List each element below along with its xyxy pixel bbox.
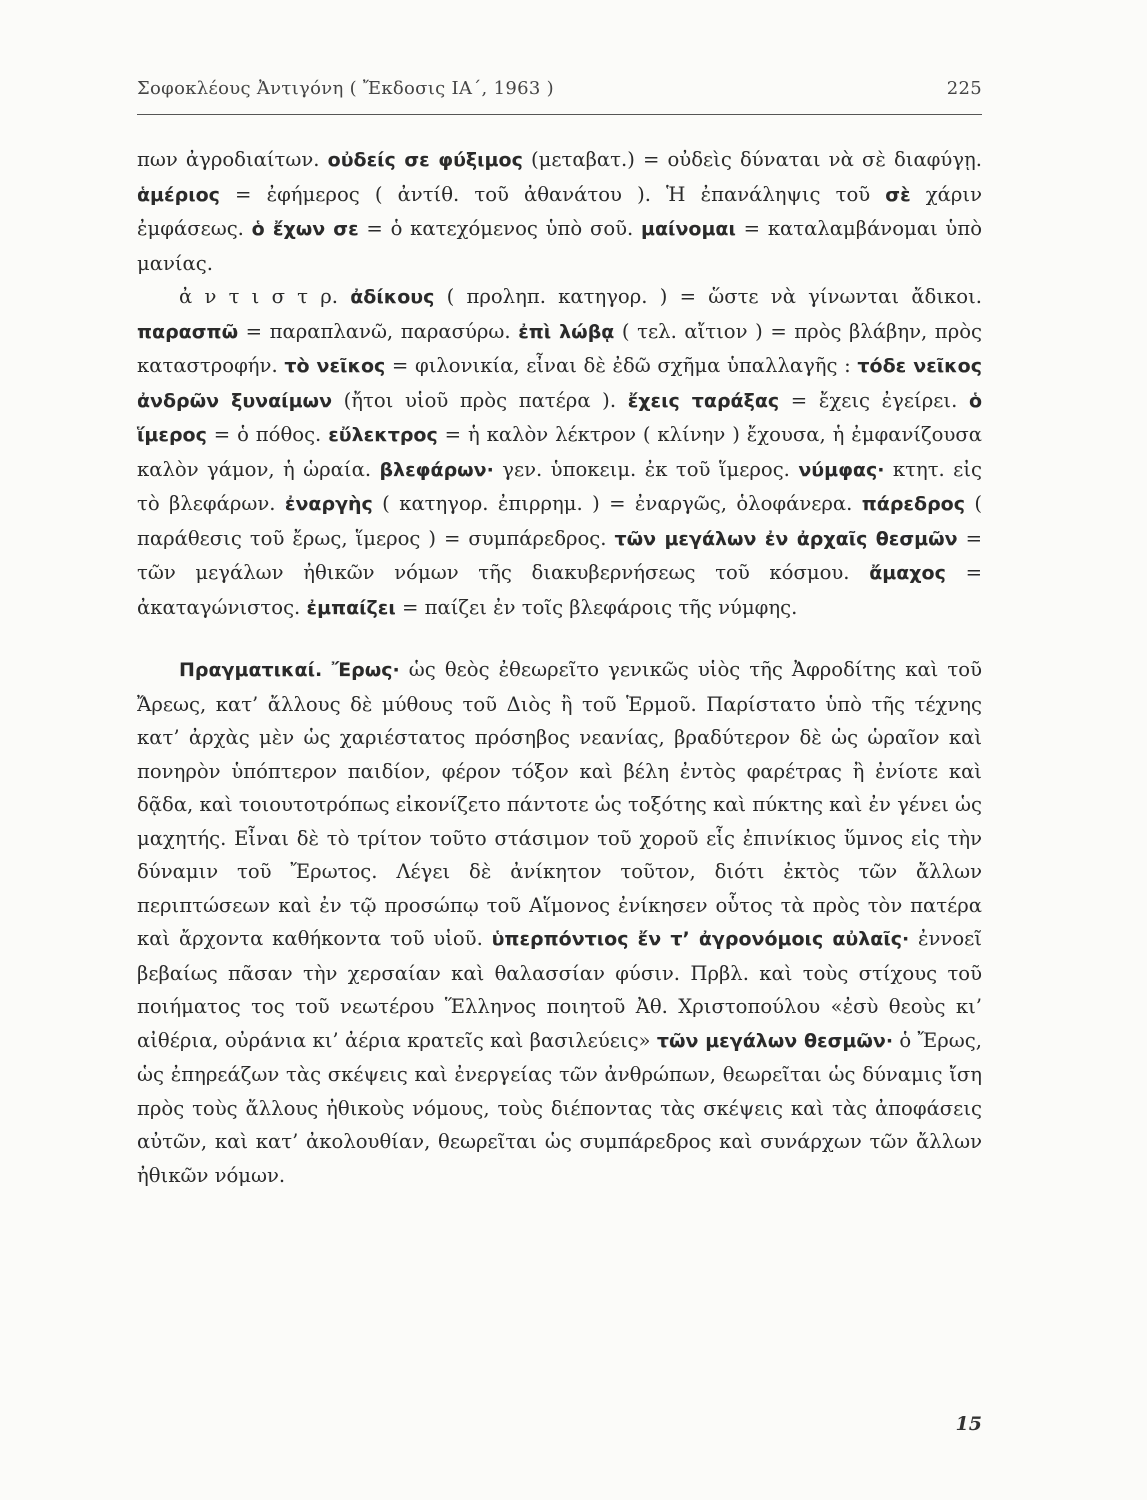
- text-run: = φιλονικία, εἶναι δὲ ἐδῶ σχῆμα ὑπαλλαγῆς :: [385, 354, 858, 377]
- lemma: τὸ νεῖκος: [284, 355, 386, 377]
- text-run: ( κατηγορ. ἐπιρρημ. ) = ἐναργῶς, ὁλοφάνερα.: [372, 492, 862, 515]
- lemma: ὁ ἵμερος: [137, 389, 982, 446]
- text-run: = ὁ πόθος.: [206, 423, 329, 446]
- text-run: χάριν ἐμφάσεως.: [137, 182, 982, 240]
- paragraph-1: [137, 143, 982, 280]
- lemma: εὔλεκτρος: [328, 424, 438, 446]
- header-title: Σοφοκλέους Ἀντιγόνη ( Ἔκδοσις ΙΑ΄, 1963 ): [137, 78, 554, 99]
- lemma: τῶν μεγάλων θεσμῶν·: [656, 1029, 894, 1052]
- lemma: ἀδίκους: [350, 286, 435, 308]
- text-run: (μεταβατ.) = οὐδεὶς δύναται νὰ σὲ διαφύγῃ.: [522, 148, 982, 171]
- page-body: [137, 143, 982, 1192]
- text-run: κτητ. εἰς τὸ βλεφάρων.: [137, 457, 982, 515]
- text-run: = ὁ κατεχόμενος ὑπὸ σοῦ.: [358, 217, 642, 240]
- text-run: = ἐφήμερος ( ἀντίθ. τοῦ ἀθανάτου ). Ἡ ἐπανάληψις τοῦ: [219, 182, 886, 206]
- lemma: ὁ ἔχων σε: [251, 218, 359, 240]
- lemma: ἔχεις ταράξας: [627, 389, 780, 412]
- text-run: πων ἀγροδιαίτων.: [137, 148, 328, 171]
- text-run: γεν. ὑποκειμ. ἐκ τοῦ ἵμερος.: [493, 457, 799, 481]
- text-run: = παραπλανῶ, παρασύρω.: [238, 319, 519, 343]
- lemma: τόδε νεῖκος ἀνδρῶν ξυναίμων: [137, 355, 982, 412]
- text-run: = ἔχεις ἐγείρει.: [779, 388, 969, 412]
- text-run: = παίζει ἐν τοῖς βλεφάροις τῆς νύμφης.: [395, 595, 798, 619]
- lemma: σὲ: [885, 183, 911, 206]
- lemma: μαίνομαι: [641, 218, 736, 240]
- lemma: ἐπὶ λώβᾳ: [518, 320, 615, 343]
- lemma: νύμφας·: [798, 458, 885, 481]
- lemma: ἁμέριος: [137, 183, 220, 206]
- text-run: ( τελ. αἴτιον ) = πρὸς βλάβην, πρὸς καταστροφήν.: [137, 319, 982, 377]
- lemma: οὐδείς σε φύξιμος: [327, 149, 523, 171]
- lemma: ἐναργὴς: [284, 493, 373, 515]
- text-run: ( παράθεσις τοῦ ἔρως, ἵμερος ) = συμπάρεδρος.: [137, 492, 983, 550]
- page-number: 225: [946, 78, 982, 99]
- text-run: ἀ ν τ ι σ τ ρ.: [179, 285, 351, 308]
- lemma: πάρεδρος: [861, 493, 965, 515]
- text-run: = καταλαμβάνομαι ὑπὸ μανίας.: [137, 217, 982, 275]
- paragraph-2: [137, 280, 982, 625]
- section-heading: Πραγματικαί. Ἔρως·: [179, 659, 400, 681]
- signature-mark: 15: [955, 1413, 982, 1435]
- text-run: (ἤτοι υἱοῦ πρὸς πατέρα ).: [332, 388, 628, 412]
- text-run: = ἡ καλὸν λέκτρον ( κλίνην ) ἔχουσα, ἡ ἐμφανίζουσα καλὸν γάμον, ἡ ὡραία.: [137, 423, 982, 481]
- lemma: ἐμπαίζει: [306, 596, 396, 619]
- text-run: ὁ Ἔρως, ὡς ἐπηρεάζων τὰς σκέψεις καὶ ἐνεργείας τῶν ἀνθρώπων, θεωρεῖται ὡς δύναμις ἴση πρὸς τοὺς ἄλλους ἠθικοὺς νόμους, τοὺς διέποντας τὰς σκέψεις καὶ τὰς ἀποφάσεις αὐτῶν, καὶ κατ’ ἀκολουθίαν, θεωρεῖται ὡς συμπάρεδρος καὶ συνάρχων τῶν ἄλλων ἠθικῶν νόμων.: [137, 1028, 982, 1187]
- paragraph-3: [137, 653, 982, 1192]
- text-run: ὡς θεὸς ἐθεωρεῖτο γενικῶς υἱὸς τῆς Ἀφροδίτης καὶ τοῦ Ἄρεως, κατ’ ἄλλους δὲ μύθους τοῦ Διὸς ἢ τοῦ Ἑρμοῦ. Παρίστατο ὑπὸ τῆς τέχνης κατ’ ἀρχὰς μὲν ὡς χαριέστατος πρόσηβος νεανίας, βραδύτερον δὲ ὡς ὡραῖον καὶ πονηρὸν ὑπόπτερον παιδίον, φέρον τόξον καὶ βέλη ἐντὸς φαρέτρας ἢ ἐνίοτε καὶ δᾷδα, καὶ τοιουτοτρόπως εἰκονίζετο πάντοτε ὡς τοξότης καὶ πύκτης καὶ ἐν γένει ὡς μαχητής. Εἶναι δὲ τὸ τρίτον τοῦτο στάσιμον τοῦ χοροῦ εἷς ἐπινίκιος ὕμνος εἰς τὴν δύναμιν τοῦ Ἔρωτος. Λέγει δὲ ἀνίκητον τοῦτον, διότι ἐκτὸς τῶν ἄλλων περιπτώσεων καὶ ἐν τῷ προσώπῳ τοῦ Αἵμονος ἐνίκησεν οὗτος τὰ πρὸς τὸν πατέρα καὶ ἄρχοντα καθήκοντα τοῦ υἱοῦ.: [137, 658, 982, 950]
- text-run: ἐννοεῖ βεβαίως πᾶσαν τὴν χερσαίαν καὶ θαλασσίαν φύσιν. Πρβλ. καὶ τοὺς στίχους τοῦ ποιήματος τος τοῦ νεωτέρου Ἕλληνος ποιητοῦ Ἀθ. Χριστοπούλου «ἐσὺ θεοὺς κι’ αἰθέρια, οὐράνια κι’ ἀέρια κρατεῖς καὶ βασιλεύεις»: [137, 927, 982, 1052]
- lemma: παρασπῶ: [137, 320, 239, 343]
- lemma: ἄμαχος: [869, 562, 946, 584]
- lemma: τῶν μεγάλων ἐν ἀρχαῖς θεσμῶν: [614, 527, 958, 550]
- text-run: ( προληπ. κατηγορ. ) = ὥστε νὰ γίνωνται ἄδικοι.: [434, 285, 982, 308]
- lemma: βλεφάρων·: [379, 458, 494, 481]
- running-header: [137, 78, 982, 115]
- text-run: = τῶν μεγάλων ἠθικῶν νόμων τῆς διακυβερνήσεως τοῦ κόσμου.: [137, 526, 982, 584]
- text-run: = ἀκαταγώνιστος.: [137, 561, 982, 619]
- lemma: ὑπερπόντιος ἔν τ’ ἀγρονόμοις αὐλαῖς·: [491, 928, 910, 950]
